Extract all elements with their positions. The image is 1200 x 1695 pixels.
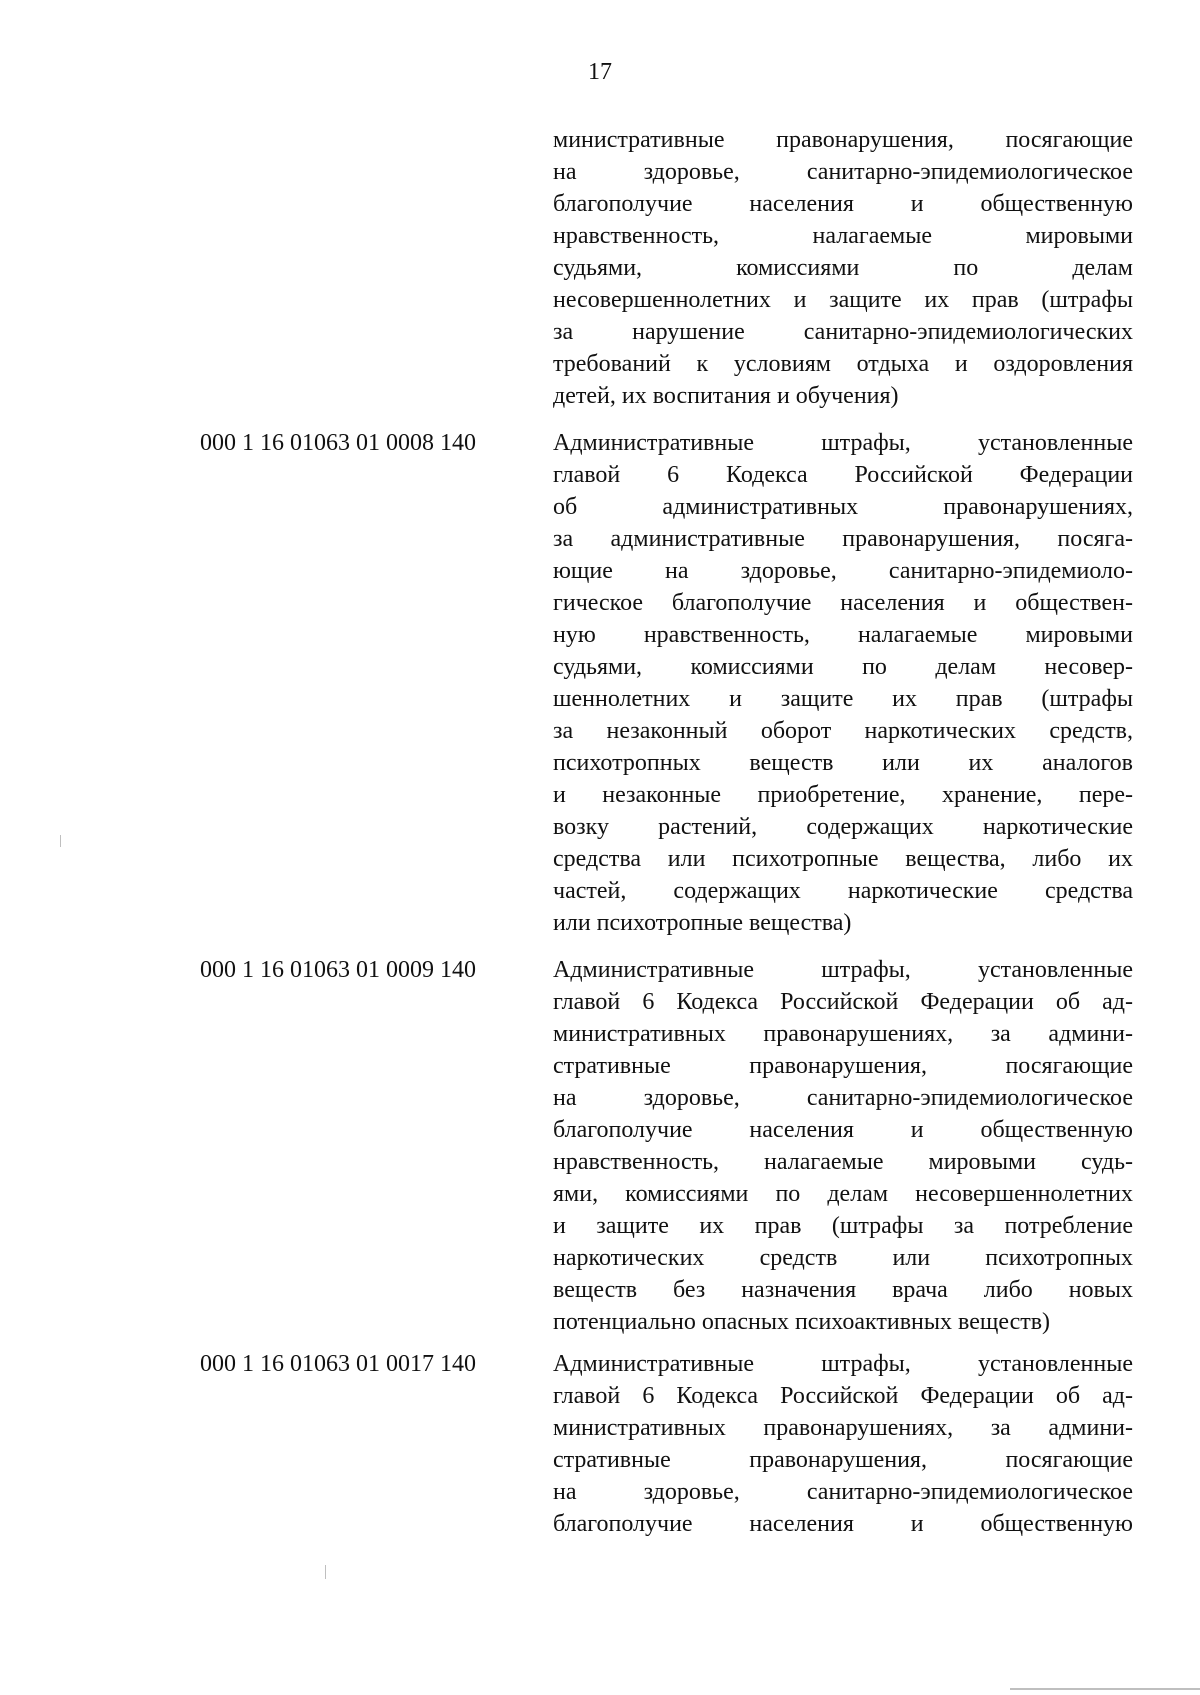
text-line: за административные правонарушения, посяга-: [553, 526, 1133, 552]
entry-description: [553, 954, 1133, 1338]
scan-artifact: [60, 835, 61, 847]
scan-artifact: [1010, 1688, 1200, 1690]
continuation-text: [553, 124, 1133, 412]
text-line: стративные правонарушения, посягающие: [553, 1053, 1133, 1079]
scan-artifact: [325, 1565, 326, 1579]
text-line: главой 6 Кодекса Российской Федерации об ад-: [553, 1383, 1133, 1409]
text-line: возку растений, содержащих наркотические: [553, 814, 1133, 840]
text-line: министративных правонарушениях, за админи-: [553, 1415, 1133, 1441]
text-line: нравственность, налагаемые мировыми: [553, 223, 1133, 249]
entry-description: [553, 1348, 1133, 1540]
text-line: веществ без назначения врача либо новых: [553, 1277, 1133, 1303]
text-line: судьями, комиссиями по делам: [553, 255, 1133, 281]
text-line: детей, их воспитания и обучения): [553, 383, 899, 409]
text-line: министративных правонарушениях, за админи-: [553, 1021, 1133, 1047]
budget-code: 000 1 16 01063 01 0008 140: [200, 430, 476, 456]
text-line: за нарушение санитарно-эпидемиологических: [553, 319, 1133, 345]
text-line: за незаконный оборот наркотических средств,: [553, 718, 1133, 744]
text-line: потенциально опасных психоактивных веществ): [553, 1309, 1051, 1335]
text-line: ями, комиссиями по делам несовершеннолетних: [553, 1181, 1133, 1207]
text-line: на здоровье, санитарно-эпидемиологическое: [553, 159, 1133, 185]
text-line: и незаконные приобретение, хранение, пере-: [553, 782, 1133, 808]
text-line: благополучие населения и общественную: [553, 1511, 1133, 1537]
text-line: судьями, комиссиями по делам несовер-: [553, 654, 1133, 680]
text-line: Административные штрафы, установленные: [553, 1351, 1133, 1377]
text-line: частей, содержащих наркотические средства: [553, 878, 1133, 904]
text-line: главой 6 Кодекса Российской Федерации об ад-: [553, 989, 1133, 1015]
entry-description: [553, 427, 1133, 939]
text-line: ную нравственность, налагаемые мировыми: [553, 622, 1133, 648]
budget-code: 000 1 16 01063 01 0017 140: [200, 1351, 476, 1377]
text-line: главой 6 Кодекса Российской Федерации: [553, 462, 1133, 488]
text-line: на здоровье, санитарно-эпидемиологическое: [553, 1085, 1133, 1111]
text-line: благополучие населения и общественную: [553, 191, 1133, 217]
text-line: шеннолетних и защите их прав (штрафы: [553, 686, 1133, 712]
text-line: средства или психотропные вещества, либо их: [553, 846, 1133, 872]
text-line: благополучие населения и общественную: [553, 1117, 1133, 1143]
text-line: об административных правонарушениях,: [553, 494, 1133, 520]
text-line: наркотических средств или психотропных: [553, 1245, 1133, 1271]
text-line: или психотропные вещества): [553, 910, 852, 936]
text-line: нравственность, налагаемые мировыми судь-: [553, 1149, 1133, 1175]
text-line: психотропных веществ или их аналогов: [553, 750, 1133, 776]
text-line: требований к условиям отдыха и оздоровления: [553, 351, 1133, 377]
text-line: ющие на здоровье, санитарно-эпидемиоло-: [553, 558, 1133, 584]
text-line: несовершеннолетних и защите их прав (штрафы: [553, 287, 1133, 313]
text-line: министративные правонарушения, посягающие: [553, 127, 1133, 153]
text-line: стративные правонарушения, посягающие: [553, 1447, 1133, 1473]
budget-code: 000 1 16 01063 01 0009 140: [200, 957, 476, 983]
text-line: на здоровье, санитарно-эпидемиологическое: [553, 1479, 1133, 1505]
text-line: Административные штрафы, установленные: [553, 957, 1133, 983]
text-line: Административные штрафы, установленные: [553, 430, 1133, 456]
text-line: гическое благополучие населения и обществен-: [553, 590, 1133, 616]
text-line: и защите их прав (штрафы за потребление: [553, 1213, 1133, 1239]
page-number: 17: [588, 59, 612, 85]
